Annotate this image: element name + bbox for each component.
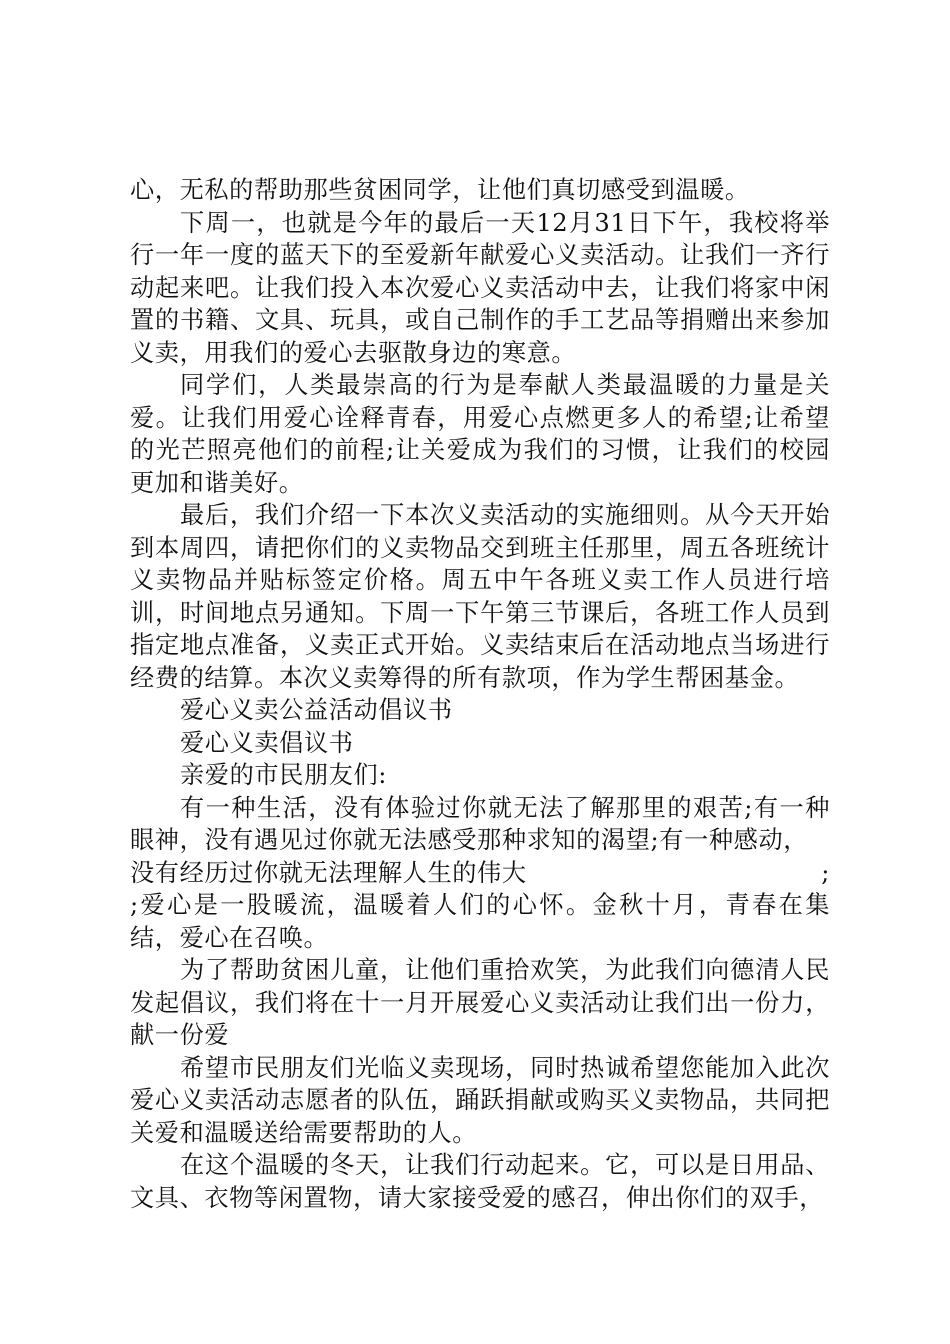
paragraph-life-experience: 有一种生活，没有体验过你就无法了解那里的艰苦;有一种眼神，没有遇见过你就无法感受那种求知的渴望;有一种感动， — [130, 793, 830, 854]
paragraph-continuation: 心，无私的帮助那些贫困同学，让他们真切感受到温暖。 — [130, 176, 750, 204]
title-proposal: 爱心义卖倡议书 — [180, 728, 354, 757]
paragraph-winter-action: 在这个温暖的冬天，让我们行动起来。它，可以是日用品、文具、衣物等闲置物，请大家接受爱的感召，伸出你们的双手， — [130, 1151, 830, 1212]
paragraph-help-children: 为了帮助贫困儿童，让他们重拾欢笑，为此我们向德清人民发起倡议，我们将在十一月开展爱心义卖活动让我们出一份力，献一份爱 — [130, 956, 830, 1049]
paragraph-implementation-rules: 最后，我们介绍一下本次义卖活动的实施细则。从今天开始到本周四，请把你们的义卖物品交到班主任那里，周五各班统计义卖物品并贴标签定价格。周五中午各班义卖工作人员进行培训，时间地点另通知。下周一下午第三节课后，各班工作人员到指定地点准备，义卖正式开始。义卖结束后在活动地点当场进行经费的结算。本次义卖筹得的所有款项，作为学生帮困基金。 — [130, 501, 830, 692]
title-charity-proposal: 爱心义卖公益活动倡议书 — [180, 696, 453, 724]
paragraph-life-experience-line — [130, 857, 830, 890]
paragraph-volunteer-invite: 希望市民朋友们光临义卖现场，同时热诚希望您能加入此次爱心义卖活动志愿者的队伍，踊跃捐献或购买义卖物品，共同把关爱和温暖送给需要帮助的人。 — [130, 1053, 830, 1147]
line-end-semicolon: ; — [821, 858, 830, 887]
document-body — [130, 174, 830, 1214]
salutation: 亲爱的市民朋友们: — [180, 761, 388, 789]
paragraph-students-appeal: 同学们，人类最崇高的行为是奉献人类最温暖的力量是关爱。让我们用爱心诠释青春，用爱心点燃更多人的希望;让希望的光芒照亮他们的前程;让关爱成为我们的习惯，让我们的校园更加和谐美好。 — [130, 371, 830, 497]
paragraph-warm-current: ;爱心是一股暖流，温暖着人们的心怀。金秋十月，青春在集结，爱心在召唤。 — [130, 891, 830, 952]
line-text: 没有经历过你就无法理解人生的伟大 — [130, 858, 527, 887]
paragraph-charity-sale-announcement: 下周一，也就是今年的最后一天12月31日下午，我校将举行一年一度的蓝天下的至爱新年献爱心义卖活动。让我们一齐行动起来吧。让我们投入本次爱心义卖活动中去，让我们将家中闲置的书籍、文具、玩具，或自己制作的手工艺品等捐赠出来参加义卖，用我们的爱心去驱散身边的寒意。 — [130, 208, 830, 367]
